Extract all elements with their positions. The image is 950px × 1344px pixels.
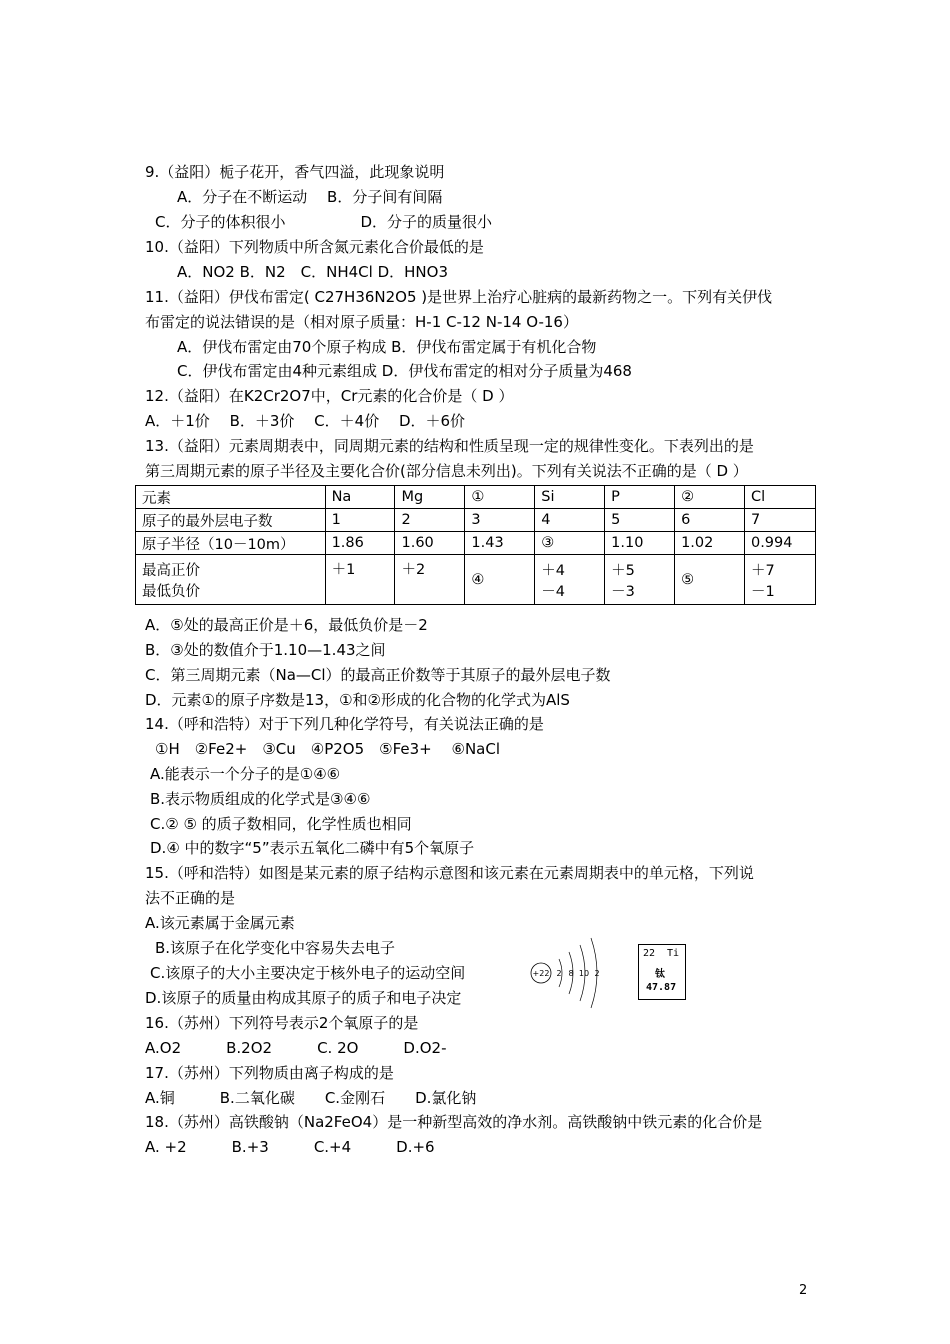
table-row-valence — [136, 555, 816, 605]
table-cell — [605, 555, 675, 605]
q17-stem: 17.（苏州）下列物质由离子构成的是 — [145, 1064, 394, 1082]
table-cell: ④ — [465, 555, 535, 605]
element-symbol: Ti — [667, 948, 680, 959]
atomic-number: 22 — [643, 948, 656, 959]
q15-stem-line2: 法不正确的是 — [145, 889, 236, 907]
table-cell: Si — [535, 486, 605, 509]
table-cell: 1.10 — [605, 532, 675, 555]
q9-options-cd: C．分子的体积很小 D．分子的质量很小 — [155, 213, 493, 231]
q14-option-c: C.② ⑤ 的质子数相同，化学性质也相同 — [150, 815, 412, 833]
cl-min-valence: －1 — [750, 583, 775, 600]
table-cell — [136, 555, 326, 605]
table-cell — [744, 555, 815, 605]
q17-options: A.铜 B.二氧化碳 C.金刚石 D.氯化钠 — [145, 1089, 477, 1107]
table-cell: ＋2 — [395, 555, 465, 605]
valence-label-min: 最低负价 — [142, 583, 200, 600]
table-cell: 6 — [675, 509, 745, 532]
nucleus-charge: +22 — [532, 969, 550, 978]
q13-option-c: C．第三周期元素（Na—Cl）的最高正价数等于其原子的最外层电子数 — [145, 666, 611, 684]
q18-options: A. +2 B.+3 C.+4 D.+6 — [145, 1138, 435, 1156]
q11-options-cd: C．伊伐布雷定由4种元素组成 D．伊伐布雷定的相对分子质量为468 — [177, 362, 632, 380]
atom-structure-diagram — [528, 935, 608, 1011]
table-cell: 1.60 — [395, 532, 465, 555]
q14-option-a: A.能表示一个分子的是①④⑥ — [150, 765, 341, 783]
table-row-radius — [136, 532, 816, 555]
q13-stem-line2: 第三周期元素的原子半径及主要化合价(部分信息未列出)。下列有关说法不正确的是（ D ） — [145, 462, 748, 480]
q15-option-c: C.该原子的大小主要决定于核外电子的运动空间 — [150, 964, 466, 982]
table-cell: 1 — [325, 509, 395, 532]
table-cell: 1.86 — [325, 532, 395, 555]
table-cell: 0.994 — [744, 532, 815, 555]
table-header-row — [136, 486, 816, 509]
q15-option-d: D.该原子的质量由构成其原子的质子和电子决定 — [145, 989, 462, 1007]
q13-option-b: B．③处的数值介于1.10—1.43之间 — [145, 641, 386, 659]
table-cell: ① — [465, 486, 535, 509]
q14-option-d: D.④ 中的数字“5”表示五氧化二磷中有5个氧原子 — [150, 839, 475, 857]
q15-option-a: A.该元素属于金属元素 — [145, 914, 295, 932]
table-cell: ⑤ — [675, 555, 745, 605]
element-name: 钛 — [655, 969, 665, 980]
p-min-valence: －3 — [611, 583, 635, 600]
q15-option-b: B.该原子在化学变化中容易失去电子 — [155, 939, 396, 957]
q18-stem: 18.（苏州）高铁酸钠（Na2FeO4）是一种新型高效的净水剂。高铁酸钠中铁元素的化合价是 — [145, 1113, 763, 1131]
q10-stem: 10.（益阳）下列物质中所含氮元素化合价最低的是 — [145, 238, 484, 256]
si-max-valence: ＋4 — [541, 562, 566, 579]
si-min-valence: －4 — [541, 583, 566, 600]
table-cell: 1.43 — [465, 532, 535, 555]
table-cell — [535, 555, 605, 605]
table-row-outer-electrons — [136, 509, 816, 532]
q13-stem-line1: 13.（益阳）元素周期表中，同周期元素的结构和性质呈现一定的规律性变化。下表列出的是 — [145, 437, 754, 455]
table-cell: ③ — [535, 532, 605, 555]
table-cell: ＋1 — [325, 555, 395, 605]
table-cell: 原子的最外层电子数 — [136, 509, 326, 532]
shell-electrons: 2 — [556, 969, 562, 978]
atomic-mass: 47.87 — [646, 982, 677, 993]
table-cell: 4 — [535, 509, 605, 532]
q14-symbols: ①H ②Fe2+ ③Cu ④P2O5 ⑤Fe3+ ⑥NaCl — [155, 740, 501, 758]
q13-option-a: A．⑤处的最高正价是＋6，最低负价是－2 — [145, 616, 428, 634]
table-cell: 1.02 — [675, 532, 745, 555]
q11-stem-line1: 11.（益阳）伊伐布雷定( C27H36N2O5 )是世界上治疗心脏病的最新药物之一。下列有关伊伐 — [145, 288, 773, 306]
table-cell: 3 — [465, 509, 535, 532]
q16-stem: 16.（苏州）下列符号表示2个氧原子的是 — [145, 1014, 419, 1032]
q12-options: A．＋1价 B．＋3价 C．＋4价 D．＋6价 — [145, 412, 466, 430]
q11-stem-line2: 布雷定的说法错误的是（相对原子质量：H-1 C-12 N-14 O-16） — [145, 313, 578, 331]
q14-option-b: B.表示物质组成的化学式是③④⑥ — [150, 790, 371, 808]
table-cell: P — [605, 486, 675, 509]
q12-stem: 12.（益阳）在K2Cr2O7中，Cr元素的化合价是（ D ） — [145, 387, 514, 405]
q14-stem: 14.（呼和浩特）对于下列几种化学符号，有关说法正确的是 — [145, 715, 544, 733]
q9-options-ab: A．分子在不断运动 B．分子间有间隔 — [177, 188, 443, 206]
table-cell: 5 — [605, 509, 675, 532]
periodic-table-cell — [638, 944, 686, 1000]
periodic-data-table — [135, 485, 816, 605]
table-cell: 原子半径（10－10m） — [136, 532, 326, 555]
q11-options-ab: A．伊伐布雷定由70个原子构成 B．伊伐布雷定属于有机化合物 — [177, 338, 597, 356]
q10-options: A．NO2 B．N2 C．NH4Cl D．HNO3 — [177, 263, 448, 281]
page-number: 2 — [799, 1283, 808, 1298]
valence-label-max: 最高正价 — [142, 562, 200, 579]
table-cell: 元素 — [136, 486, 326, 509]
shell-electrons: 10 — [578, 969, 590, 978]
q13-option-d: D．元素①的原子序数是13，①和②形成的化合物的化学式为AlS — [145, 691, 570, 709]
q15-stem-line1: 15.（呼和浩特）如图是某元素的原子结构示意图和该元素在元素周期表中的单元格，下列说 — [145, 864, 754, 882]
shell-electrons: 8 — [568, 969, 574, 978]
q9-stem: 9.（益阳）栀子花开，香气四溢，此现象说明 — [145, 163, 445, 181]
q16-options: A.O2 B.2O2 C. 2O D.O2- — [145, 1039, 447, 1057]
p-max-valence: ＋5 — [611, 562, 635, 579]
table-cell: ② — [675, 486, 745, 509]
table-cell: 7 — [744, 509, 815, 532]
table-cell: Cl — [744, 486, 815, 509]
table-cell: Na — [325, 486, 395, 509]
table-cell: 2 — [395, 509, 465, 532]
table-cell: Mg — [395, 486, 465, 509]
cl-max-valence: ＋7 — [750, 562, 775, 579]
shell-electrons: 2 — [594, 969, 600, 978]
